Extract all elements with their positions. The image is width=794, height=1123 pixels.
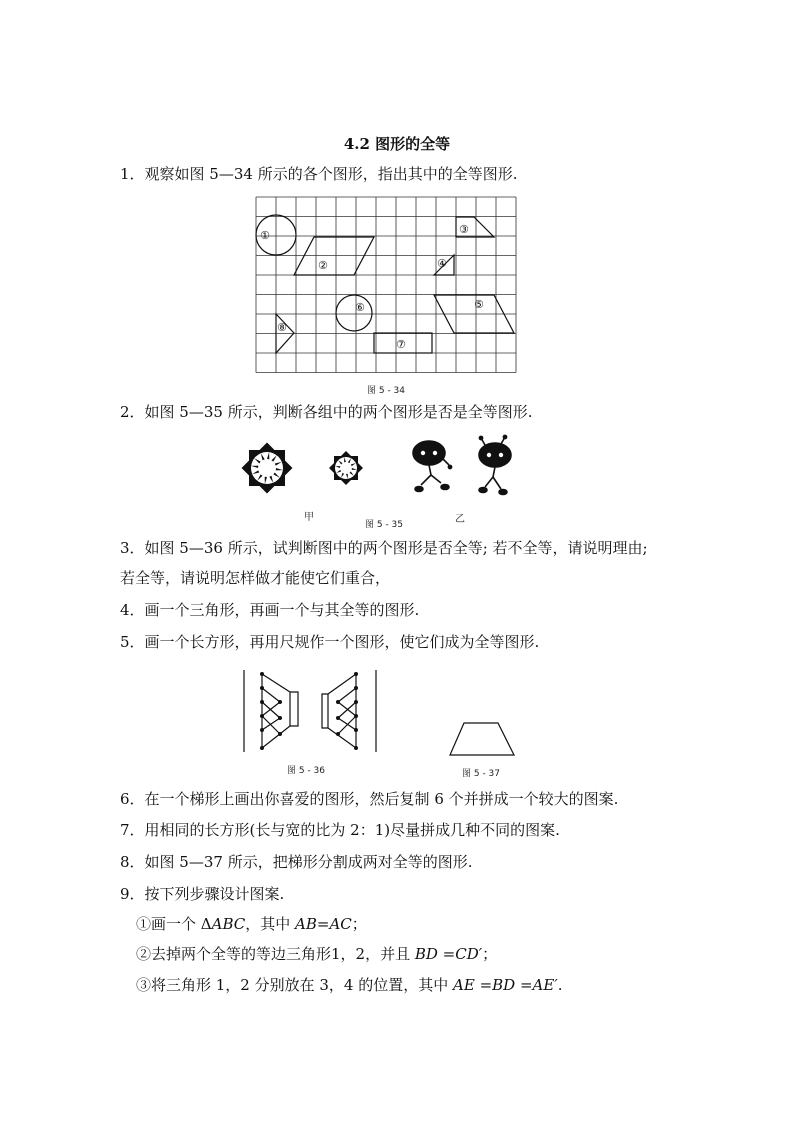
question-3-line-2: 若全等，请说明怎样做才能使它们重合，	[120, 569, 391, 587]
step-1-mid: ，其中	[245, 915, 296, 933]
label-4: ④	[437, 257, 447, 270]
question-9: 9．按下列步骤设计图案.	[120, 885, 285, 903]
figure-5-37-trapezoid	[448, 720, 518, 758]
large-star-ornament	[242, 443, 293, 494]
step-3-text: ③将三角形 1，2 分别放在 3，4 的位置，其中	[136, 976, 454, 994]
step-1-triangle: ABC	[211, 915, 246, 933]
small-star-ornament	[329, 451, 363, 485]
label-5: ⑤	[474, 298, 484, 311]
caption-5-37: 图 5 - 37	[462, 769, 501, 779]
figure-5-35-figures	[405, 437, 525, 507]
figure-5-34-grid	[256, 197, 516, 372]
question-3-line-1: 3．如图 5—36 所示，试判断图中的两个图形是否全等; 若不全等，请说明理由;	[120, 539, 648, 557]
label-8: ⑧	[277, 321, 287, 334]
caption-5-35: 图 5 - 35	[365, 520, 404, 530]
question-8: 8．如图 5—37 所示，把梯形分割成两对全等的图形.	[120, 853, 473, 871]
step-1-end: ；	[351, 915, 367, 933]
step-1-text: ①画一个 Δ	[136, 915, 212, 933]
left-stick-figure	[413, 441, 452, 492]
figure-5-36	[240, 668, 380, 754]
step-3-equation: AE =BD =AE′	[453, 976, 558, 994]
label-2: ②	[318, 259, 328, 272]
step-2	[136, 944, 497, 964]
figure-5-35-stars	[236, 437, 376, 507]
step-1	[136, 914, 367, 934]
page-title: 4.2 图形的全等	[343, 135, 451, 153]
question-2: 2．如图 5—35 所示，判断各组中的两个图形是否是全等图形.	[120, 403, 533, 421]
label-1: ①	[260, 229, 270, 242]
label-6: ⑥	[355, 301, 365, 314]
caption-5-36: 图 5 - 36	[287, 766, 326, 776]
step-1-equation: AB=AC	[295, 915, 352, 933]
step-3-end: .	[557, 976, 563, 994]
label-yi: 乙	[455, 514, 465, 525]
question-6: 6．在一个梯形上画出你喜爱的图形，然后复制 6 个并拼成一个较大的图案.	[120, 790, 619, 808]
step-3	[136, 975, 563, 995]
label-7: ⑦	[396, 338, 406, 351]
question-5: 5．画一个长方形，再用尺规作一个图形，使它们成为全等图形.	[120, 633, 540, 651]
question-1: 1．观察如图 5—34 所示的各个图形，指出其中的全等图形.	[120, 165, 518, 183]
step-2-equation: BD =CD′	[414, 945, 483, 963]
label-3: ③	[459, 223, 469, 236]
question-7: 7．用相同的长方形(长与宽的比为 2：1)尽量拼成几种不同的图案.	[120, 821, 560, 839]
question-4: 4．画一个三角形，再画一个与其全等的图形.	[120, 601, 420, 619]
step-2-end: ；	[482, 945, 498, 963]
caption-5-34: 图 5 - 34	[367, 386, 406, 396]
shape-2-parallelogram	[294, 237, 374, 275]
right-stick-figure	[479, 435, 511, 494]
label-jia: 甲	[304, 512, 314, 523]
shape-6-circle	[336, 295, 372, 331]
step-2-text: ②去掉两个全等的等边三角形1，2，并且	[136, 945, 415, 963]
